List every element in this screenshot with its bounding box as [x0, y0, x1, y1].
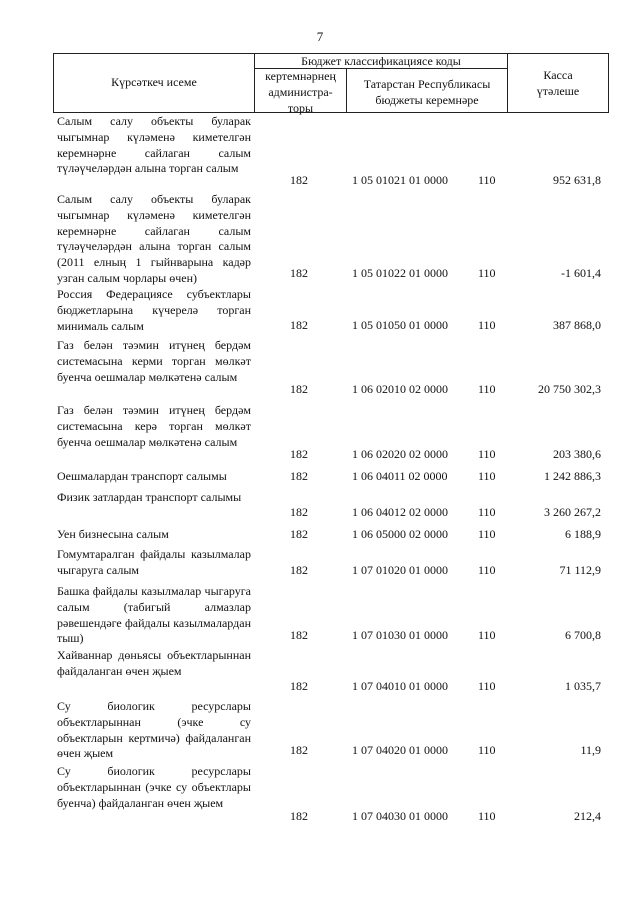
row-code: 1 06 05000 02 0000: [352, 527, 448, 541]
row-subcode: 110: [478, 809, 496, 823]
row-code: 1 05 01021 01 0000: [352, 173, 448, 187]
row-code: 1 05 01050 01 0000: [352, 318, 448, 332]
header-budget-classification: Бюджет классификациясе коды: [301, 54, 461, 68]
row-subcode: 110: [478, 743, 496, 757]
row-subcode: 110: [478, 679, 496, 693]
row-amount: 71 112,9: [559, 563, 601, 577]
row-name: Хайваннар дөньясы объектларыннан файдаланган өчен җыем: [57, 648, 251, 678]
header-administrators: кертемнәрнең администра- торы: [265, 69, 336, 115]
page-number: 7: [316, 29, 324, 44]
row-amount: 6 700,8: [565, 628, 601, 642]
row-name: Россия Федерациясе субъектлары бюджетларына күчерелә торган минималь салым: [57, 287, 251, 333]
row-amount: 1 035,7: [565, 679, 601, 693]
row-amount: 387 868,0: [553, 318, 601, 332]
row-name: Газ белән тәэмин итүнең бердәм системасына керә торган мөлкәт буенча оешмалар мөлкәтенә салым: [57, 403, 251, 449]
row-subcode: 110: [478, 447, 496, 461]
row-code: 1 06 02020 02 0000: [352, 447, 448, 461]
row-admin: 182: [290, 628, 308, 642]
row-amount: 1 242 886,3: [544, 469, 601, 483]
row-subcode: 110: [478, 266, 496, 280]
row-name: Гомумтаралган файдалы казылмалар чыгаруга салым: [57, 547, 251, 577]
row-subcode: 110: [478, 382, 496, 396]
row-admin: 182: [290, 527, 308, 541]
row-admin: 182: [290, 505, 308, 519]
row-code: 1 07 01030 01 0000: [352, 628, 448, 642]
row-name: Газ белән тәэмин итүнең бердәм системасына керми торган мөлкәт буенча оешмалар мөлкәтенә салым: [57, 338, 251, 384]
row-subcode: 110: [478, 563, 496, 577]
row-code: 1 06 04011 02 0000: [352, 469, 448, 483]
row-subcode: 110: [478, 173, 496, 187]
row-subcode: 110: [478, 527, 496, 541]
header-revenues: Татарстан Республикасы бюджеты керемнәре: [363, 77, 491, 107]
row-amount: 3 260 267,2: [544, 505, 601, 519]
row-amount: 20 750 302,3: [538, 382, 601, 396]
row-subcode: 110: [478, 505, 496, 519]
row-subcode: 110: [478, 318, 496, 332]
row-name: Су биологик ресурслары объектларыннан (эчке су объектлары буенча) файдаланган өчен җыем: [57, 764, 251, 810]
row-code: 1 05 01022 01 0000: [352, 266, 448, 280]
row-admin: 182: [290, 563, 308, 577]
row-code: 1 06 04012 02 0000: [352, 505, 448, 519]
row-code: 1 07 04020 01 0000: [352, 743, 448, 757]
row-name: Уен бизнесына салым: [57, 527, 169, 541]
row-amount: 203 380,6: [553, 447, 601, 461]
row-amount: 212,4: [574, 809, 601, 823]
row-subcode: 110: [478, 469, 496, 483]
row-admin: 182: [290, 743, 308, 757]
row-admin: 182: [290, 382, 308, 396]
row-name: Физик затлардан транспорт салымы: [57, 490, 242, 504]
row-name: Салым салу объекты буларак чыгымнар күләменә киметелгән керемнәрне сайлаган салым түләүчеләрдән алына торган салым: [57, 114, 251, 176]
row-amount: 11,9: [580, 743, 601, 757]
row-code: 1 07 04010 01 0000: [352, 679, 448, 693]
row-admin: 182: [290, 679, 308, 693]
row-admin: 182: [290, 809, 308, 823]
row-name: Салым салу объекты буларак чыгымнар күләменә киметелгән керемнәрне сайлаган салым түләүчеләрдән алына торган салым (2011 елның 1 гыйнварына кадәр узган салым чорлары өчен): [57, 192, 251, 285]
row-name: Су биологик ресурслары объектларыннан (эчке су объектларын кертмичә) файдаланган өчен җыем: [57, 699, 251, 761]
row-name: Оешмалардан транспорт салымы: [57, 469, 227, 483]
row-admin: 182: [290, 173, 308, 187]
row-amount: 952 631,8: [553, 173, 601, 187]
row-admin: 182: [290, 447, 308, 461]
row-code: 1 06 02010 02 0000: [352, 382, 448, 396]
row-code: 1 07 01020 01 0000: [352, 563, 448, 577]
row-name: Башка файдалы казылмалар чыгаруга салым (табигый алмазлар рәвешендәге файдалы казылмалардан тыш): [57, 584, 251, 646]
row-subcode: 110: [478, 628, 496, 642]
header-indicator: Күрсәткеч исеме: [111, 75, 197, 89]
row-admin: 182: [290, 318, 308, 332]
header-right-border: [608, 53, 609, 113]
row-code: 1 07 04030 01 0000: [352, 809, 448, 823]
row-admin: 182: [290, 469, 308, 483]
header-cash: Касса үтәлеше: [536, 68, 580, 98]
row-amount: -1 601,4: [561, 266, 601, 280]
row-amount: 6 188,9: [565, 527, 601, 541]
row-admin: 182: [290, 266, 308, 280]
